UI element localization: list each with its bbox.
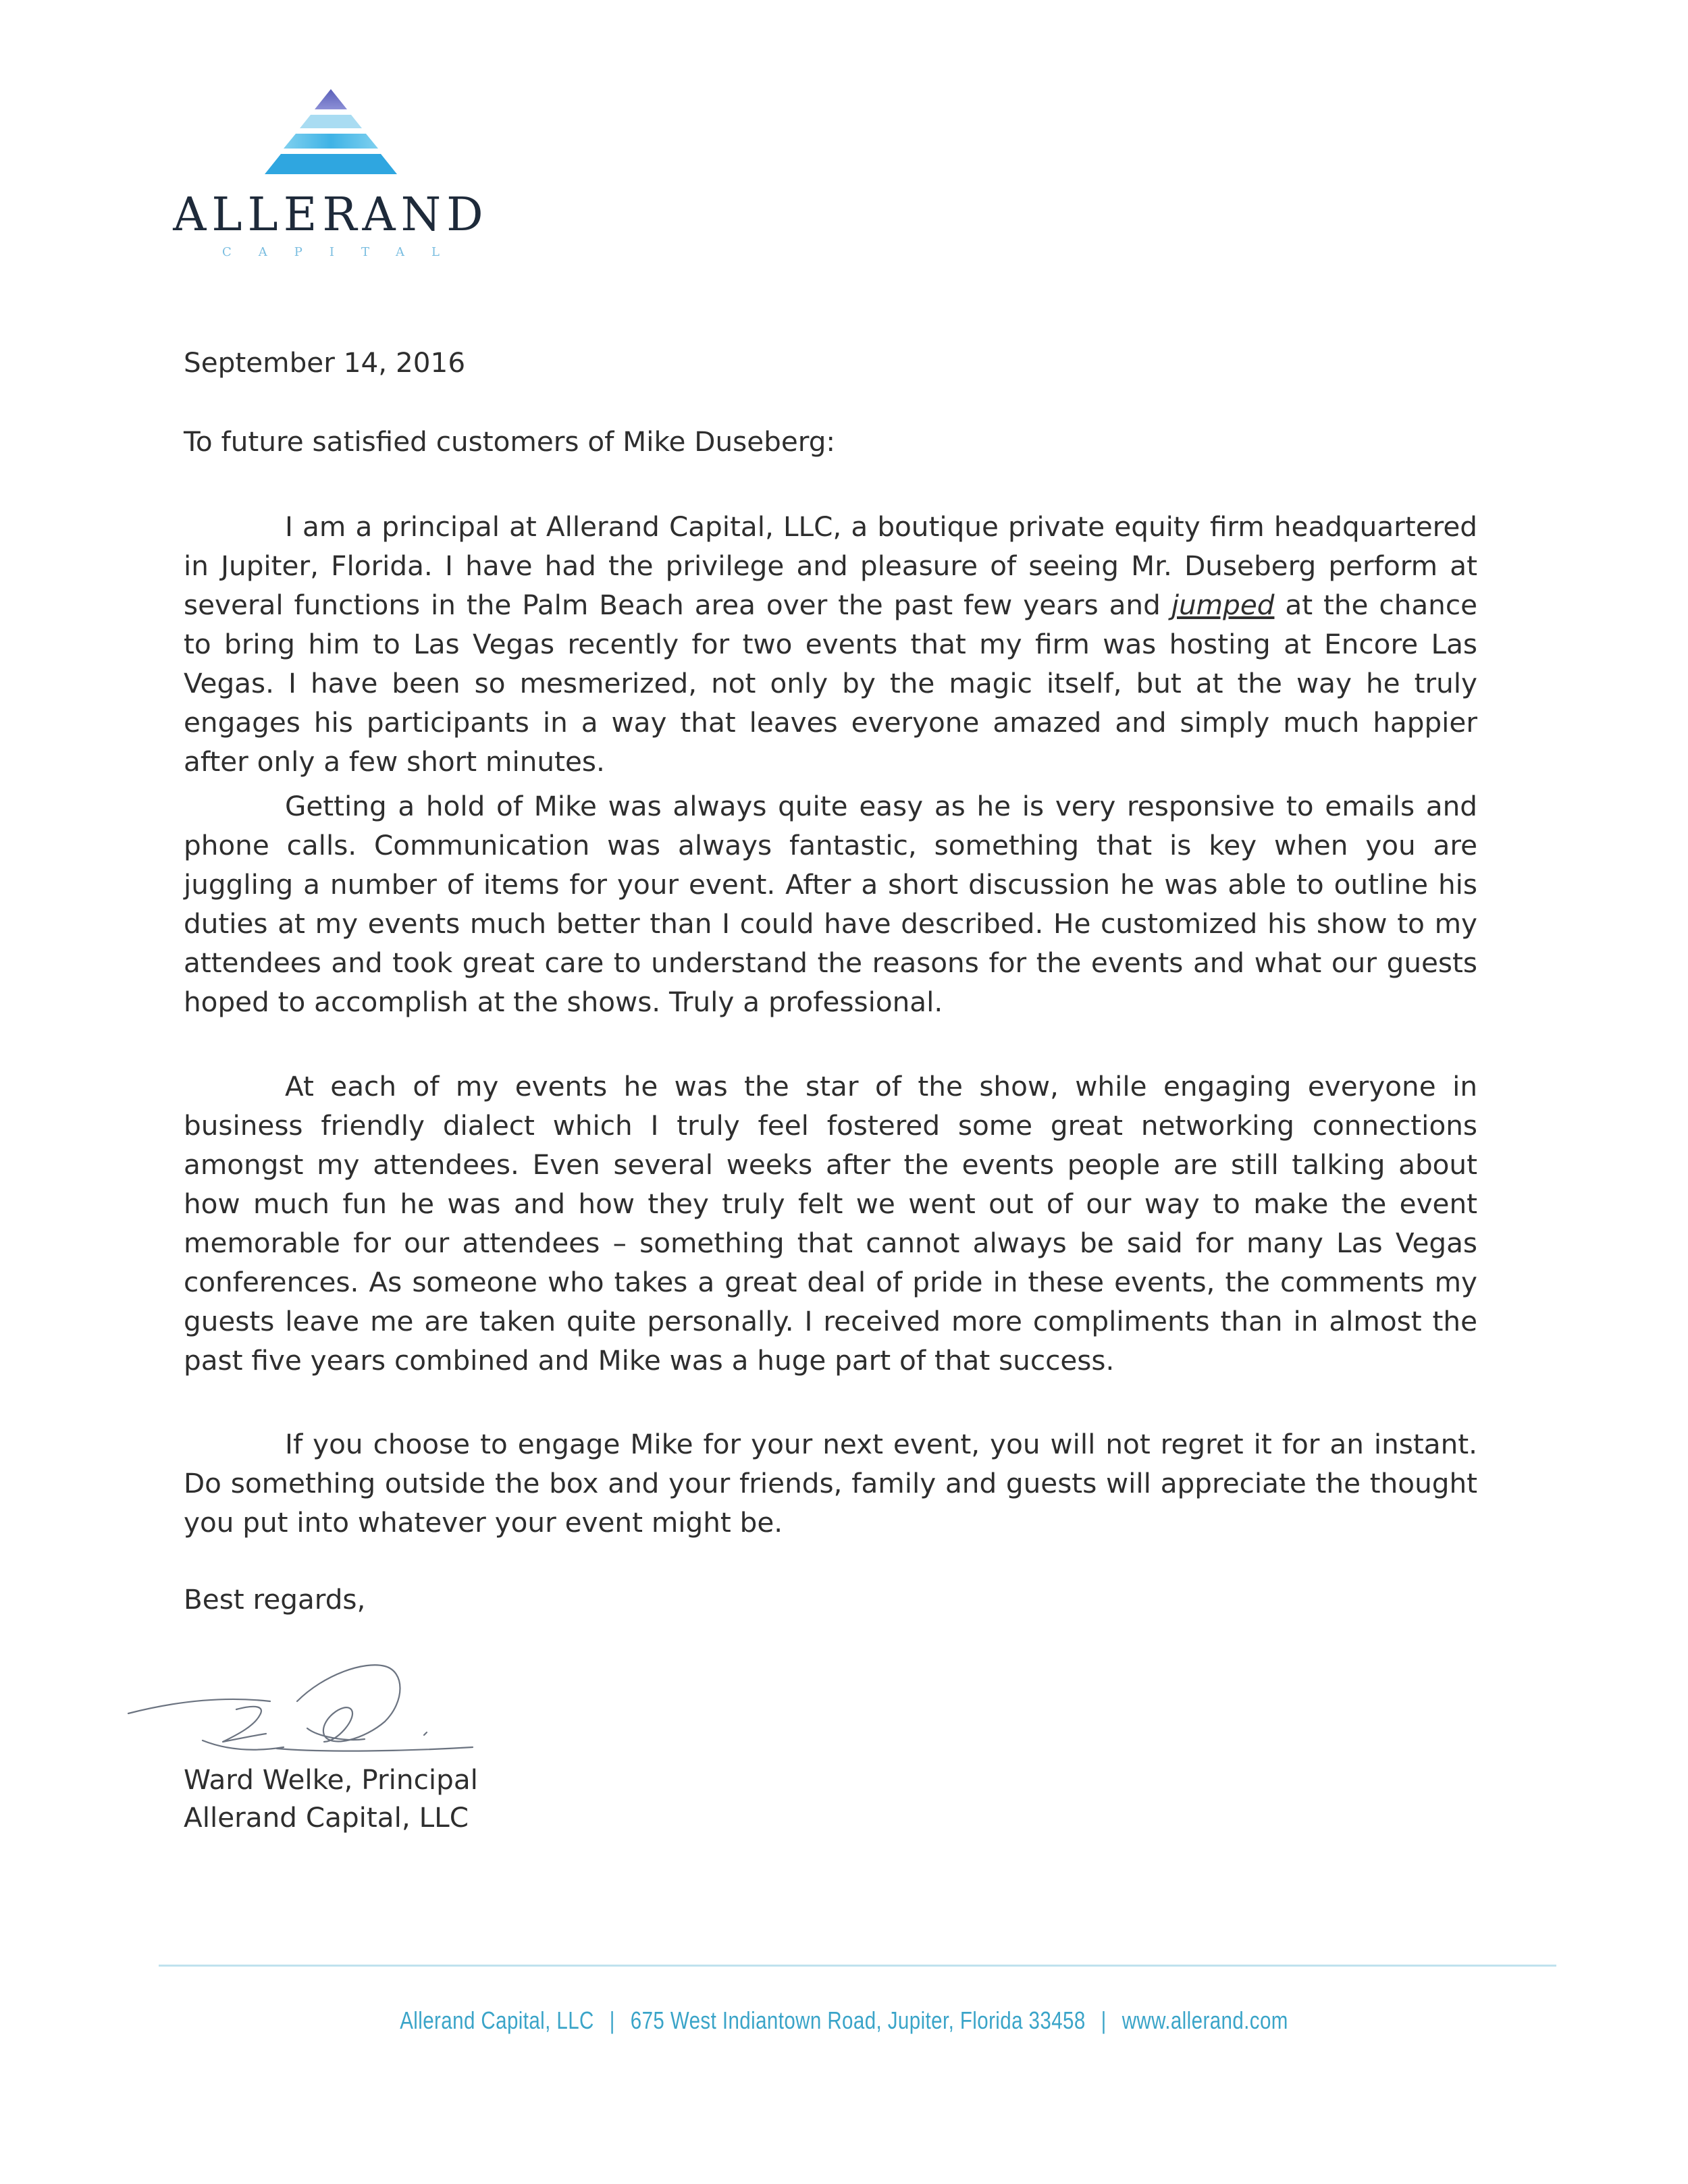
pyramid-logo-icon: [162, 81, 500, 189]
paragraph-3: At each of my events he was the star of the show, while engaging everyone in business friendly dialect which I truly feel fostered some great networking connections amongst my attendees. Even several weeks after the events people are still talking about how much fun he was and how they truly felt we went out of our way to make the event memorable for our attendees – something that cannot always be said for many Las Vegas conferences. As someone who takes a great deal of pride in these events, the comments my guests leave me are taken quite personally. I received more compliments than in almost the past five years combined and Mike was a huge part of that success.: [184, 1070, 1477, 1377]
letter-date: September 14, 2016: [184, 346, 466, 379]
logo-subtitle: CAPITAL: [222, 245, 467, 259]
footer-divider: [159, 1965, 1556, 1967]
company-logo: [162, 81, 500, 270]
letterhead-footer: [152, 2006, 1536, 2035]
signer-block: [184, 1761, 1477, 1836]
footer-company: Allerand Capital, LLC: [400, 2006, 594, 2034]
signer-name: Ward Welke, Principal: [184, 1763, 478, 1796]
paragraph-1-text-a: I am a principal at Allerand Capital, LLC, a boutique private equity firm headquartered in Jupiter, Florida. I have had the privilege and pleasure of seeing Mr. Duseberg perform at several functions in the Palm Beach area over the past few years and: [184, 510, 1477, 621]
letter-salutation: To future satisfied customers of Mike Duseberg:: [184, 425, 836, 458]
footer-separator-2: |: [1101, 2006, 1107, 2034]
logo-wordmark: ALLERAND: [173, 188, 489, 242]
paragraph-1-emphasis: jumped: [1171, 589, 1275, 621]
footer-website-link[interactable]: www.allerand.com: [1122, 2006, 1288, 2034]
paragraph-1: [184, 507, 1477, 781]
paragraph-1-text-b: at the chance to bring him to Las Vegas recently for two events that my firm was hosting at Encore Las Vegas. I have been so mesmerized, not only by the magic itself, but at the way he truly engages his participants in a way that leaves everyone amazed and simply much happier after only a few short minutes.: [184, 589, 1478, 778]
signer-company: Allerand Capital, LLC: [184, 1801, 469, 1834]
footer-separator-1: |: [609, 2006, 615, 2034]
footer-address: 675 West Indiantown Road, Jupiter, Florida 33458: [630, 2006, 1086, 2034]
paragraph-4: If you choose to engage Mike for your next event, you will not regret it for an instant. Do something outside the box and your friends, family and guests will appreciate the thought you put into whatever your event might be.: [184, 1428, 1477, 1539]
letter-closing: Best regards,: [184, 1583, 366, 1616]
paragraph-2: Getting a hold of Mike was always quite easy as he is very responsive to emails and phone calls. Communication was always fantastic, something that is key when you are juggling a number of items for your event. After a short discussion he was able to outline his duties at my events much better than I could have described. He customized his show to my attendees and took great care to understand the reasons for the events and what our guests hoped to accomplish at the shows. Truly a professional.: [184, 790, 1477, 1018]
